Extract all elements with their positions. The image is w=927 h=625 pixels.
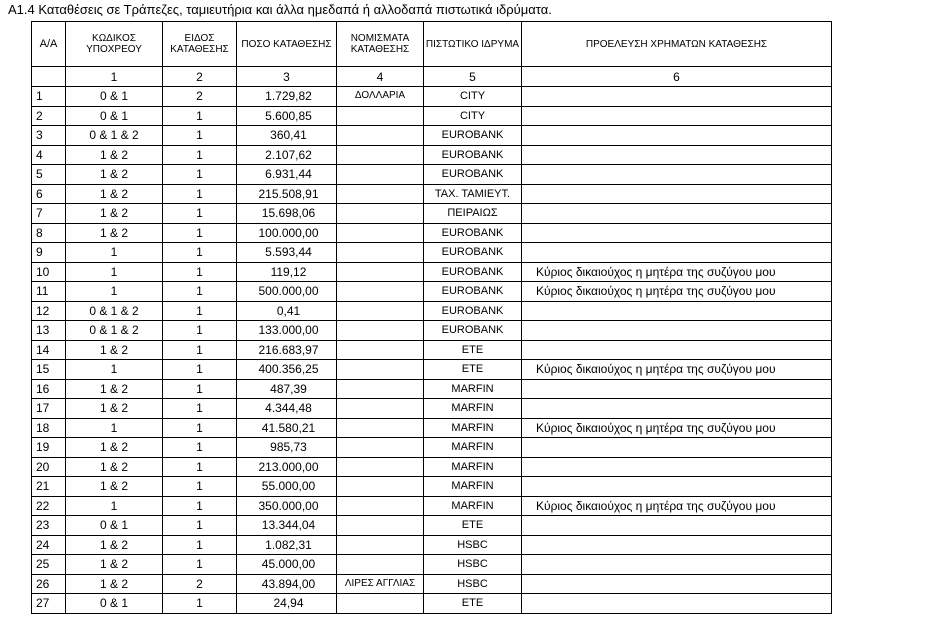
cell-aa: 8 bbox=[32, 223, 66, 243]
deposits-table bbox=[31, 21, 832, 614]
cell-bank: ΕΤΕ bbox=[424, 360, 522, 380]
cell-type: 1 bbox=[163, 555, 237, 575]
cell-code: 1 & 2 bbox=[66, 399, 163, 419]
table-row bbox=[32, 223, 832, 243]
cell-code: 1 & 2 bbox=[66, 223, 163, 243]
cell-currency bbox=[337, 184, 424, 204]
cell-type: 1 bbox=[163, 282, 237, 302]
cell-bank: EUROBANK bbox=[424, 301, 522, 321]
cell-origin: Κύριος δικαιούχος η μητέρα της συζύγου μου bbox=[522, 418, 832, 438]
cell-bank: MARFIN bbox=[424, 379, 522, 399]
cell-code: 1 bbox=[66, 360, 163, 380]
column-number: 4 bbox=[337, 67, 424, 87]
cell-type: 1 bbox=[163, 204, 237, 224]
cell-aa: 14 bbox=[32, 340, 66, 360]
table-row bbox=[32, 165, 832, 185]
header-type-line2: ΚΑΤΑΘΕΣΗΣ bbox=[170, 44, 229, 55]
cell-type: 1 bbox=[163, 418, 237, 438]
cell-code: 1 & 2 bbox=[66, 535, 163, 555]
cell-bank: CITY bbox=[424, 106, 522, 126]
cell-amount: 100.000,00 bbox=[237, 223, 337, 243]
cell-code: 0 & 1 bbox=[66, 594, 163, 614]
column-number-blank bbox=[32, 67, 66, 87]
cell-currency bbox=[337, 165, 424, 185]
cell-code: 1 bbox=[66, 418, 163, 438]
table-row bbox=[32, 106, 832, 126]
cell-amount: 0,41 bbox=[237, 301, 337, 321]
table-row bbox=[32, 321, 832, 341]
cell-code: 0 & 1 & 2 bbox=[66, 126, 163, 146]
cell-origin bbox=[522, 184, 832, 204]
cell-origin bbox=[522, 340, 832, 360]
table-row bbox=[32, 87, 832, 107]
table-row bbox=[32, 262, 832, 282]
cell-origin bbox=[522, 477, 832, 497]
cell-currency bbox=[337, 223, 424, 243]
cell-code: 1 & 2 bbox=[66, 340, 163, 360]
cell-type: 1 bbox=[163, 106, 237, 126]
cell-currency bbox=[337, 496, 424, 516]
cell-bank: ΕΤΕ bbox=[424, 516, 522, 536]
cell-bank: EUROBANK bbox=[424, 321, 522, 341]
cell-code: 1 bbox=[66, 282, 163, 302]
cell-currency bbox=[337, 418, 424, 438]
cell-origin bbox=[522, 243, 832, 263]
cell-bank: ΠΕΙΡΑΙΩΣ bbox=[424, 204, 522, 224]
cell-aa: 7 bbox=[32, 204, 66, 224]
cell-amount: 2.107,62 bbox=[237, 145, 337, 165]
table-row bbox=[32, 243, 832, 263]
cell-type: 1 bbox=[163, 496, 237, 516]
cell-code: 1 & 2 bbox=[66, 165, 163, 185]
cell-amount: 13.344,04 bbox=[237, 516, 337, 536]
cell-bank: MARFIN bbox=[424, 438, 522, 458]
cell-aa: 19 bbox=[32, 438, 66, 458]
cell-aa: 25 bbox=[32, 555, 66, 575]
cell-currency bbox=[337, 126, 424, 146]
cell-currency: ΛΙΡΕΣ ΑΓΓΛΙΑΣ bbox=[337, 574, 424, 594]
table-row bbox=[32, 126, 832, 146]
cell-code: 1 & 2 bbox=[66, 574, 163, 594]
cell-currency bbox=[337, 340, 424, 360]
header-currency bbox=[337, 22, 424, 67]
header-row bbox=[32, 22, 832, 67]
cell-type: 1 bbox=[163, 126, 237, 146]
cell-origin bbox=[522, 165, 832, 185]
cell-origin: Κύριος δικαιούχος η μητέρα της συζύγου μου bbox=[522, 496, 832, 516]
cell-origin bbox=[522, 204, 832, 224]
cell-bank: CITY bbox=[424, 87, 522, 107]
cell-type: 1 bbox=[163, 457, 237, 477]
table-row bbox=[32, 399, 832, 419]
cell-aa: 18 bbox=[32, 418, 66, 438]
cell-type: 1 bbox=[163, 340, 237, 360]
column-number: 1 bbox=[66, 67, 163, 87]
cell-aa: 12 bbox=[32, 301, 66, 321]
cell-code: 1 & 2 bbox=[66, 184, 163, 204]
cell-code: 1 & 2 bbox=[66, 477, 163, 497]
table-row bbox=[32, 282, 832, 302]
cell-currency bbox=[337, 516, 424, 536]
cell-code: 0 & 1 bbox=[66, 516, 163, 536]
cell-origin bbox=[522, 126, 832, 146]
cell-type: 1 bbox=[163, 321, 237, 341]
cell-currency bbox=[337, 145, 424, 165]
cell-aa: 22 bbox=[32, 496, 66, 516]
header-code bbox=[66, 22, 163, 67]
cell-type: 1 bbox=[163, 477, 237, 497]
cell-aa: 24 bbox=[32, 535, 66, 555]
cell-amount: 15.698,06 bbox=[237, 204, 337, 224]
header-currency-line2: ΚΑΤΑΘΕΣΗΣ bbox=[350, 44, 410, 55]
column-number: 5 bbox=[424, 67, 522, 87]
cell-type: 1 bbox=[163, 243, 237, 263]
cell-code: 0 & 1 bbox=[66, 106, 163, 126]
cell-amount: 350.000,00 bbox=[237, 496, 337, 516]
column-number: 6 bbox=[522, 67, 832, 87]
cell-origin bbox=[522, 516, 832, 536]
column-number-row bbox=[32, 67, 832, 87]
cell-currency bbox=[337, 301, 424, 321]
cell-code: 1 & 2 bbox=[66, 379, 163, 399]
table-row bbox=[32, 204, 832, 224]
cell-bank: MARFIN bbox=[424, 399, 522, 419]
cell-amount: 55.000,00 bbox=[237, 477, 337, 497]
cell-type: 2 bbox=[163, 574, 237, 594]
cell-amount: 985,73 bbox=[237, 438, 337, 458]
table-row bbox=[32, 418, 832, 438]
cell-origin bbox=[522, 301, 832, 321]
cell-currency bbox=[337, 477, 424, 497]
cell-bank: HSBC bbox=[424, 535, 522, 555]
cell-bank: HSBC bbox=[424, 555, 522, 575]
cell-origin bbox=[522, 438, 832, 458]
cell-origin bbox=[522, 555, 832, 575]
cell-type: 1 bbox=[163, 535, 237, 555]
cell-bank: EUROBANK bbox=[424, 223, 522, 243]
cell-type: 1 bbox=[163, 360, 237, 380]
table-row bbox=[32, 340, 832, 360]
cell-type: 1 bbox=[163, 594, 237, 614]
cell-amount: 5.600,85 bbox=[237, 106, 337, 126]
cell-aa: 2 bbox=[32, 106, 66, 126]
cell-origin: Κύριος δικαιούχος η μητέρα της συζύγου μου bbox=[522, 262, 832, 282]
table-row bbox=[32, 438, 832, 458]
cell-type: 1 bbox=[163, 516, 237, 536]
cell-origin bbox=[522, 145, 832, 165]
cell-code: 1 & 2 bbox=[66, 145, 163, 165]
cell-origin bbox=[522, 321, 832, 341]
cell-bank: EUROBANK bbox=[424, 243, 522, 263]
cell-bank: MARFIN bbox=[424, 457, 522, 477]
cell-code: 0 & 1 bbox=[66, 87, 163, 107]
cell-aa: 26 bbox=[32, 574, 66, 594]
table-row bbox=[32, 379, 832, 399]
cell-code: 1 & 2 bbox=[66, 438, 163, 458]
cell-amount: 119,12 bbox=[237, 262, 337, 282]
cell-amount: 43.894,00 bbox=[237, 574, 337, 594]
cell-type: 2 bbox=[163, 87, 237, 107]
table-row bbox=[32, 555, 832, 575]
table-row bbox=[32, 145, 832, 165]
cell-code: 1 & 2 bbox=[66, 457, 163, 477]
cell-aa: 11 bbox=[32, 282, 66, 302]
cell-origin bbox=[522, 87, 832, 107]
document-title: Α1.4 Καταθέσεις σε Τράπεζες, ταμιευτήρια και άλλα ημεδαπά ή αλλοδαπά πιστωτικά ιδρύματα. bbox=[8, 2, 552, 17]
header-code-line2: ΥΠΟΧΡΕΟΥ bbox=[86, 44, 142, 55]
table-row bbox=[32, 301, 832, 321]
cell-amount: 500.000,00 bbox=[237, 282, 337, 302]
header-currency-line1: ΝΟΜΙΣΜΑΤΑ bbox=[350, 33, 410, 44]
cell-type: 1 bbox=[163, 184, 237, 204]
cell-bank: EUROBANK bbox=[424, 145, 522, 165]
cell-code: 0 & 1 & 2 bbox=[66, 301, 163, 321]
cell-amount: 4.344,48 bbox=[237, 399, 337, 419]
cell-type: 1 bbox=[163, 399, 237, 419]
cell-type: 1 bbox=[163, 165, 237, 185]
cell-currency bbox=[337, 262, 424, 282]
table-row bbox=[32, 184, 832, 204]
cell-aa: 23 bbox=[32, 516, 66, 536]
cell-amount: 133.000,00 bbox=[237, 321, 337, 341]
cell-currency bbox=[337, 379, 424, 399]
cell-currency bbox=[337, 535, 424, 555]
cell-currency bbox=[337, 399, 424, 419]
cell-origin bbox=[522, 594, 832, 614]
cell-origin bbox=[522, 535, 832, 555]
table-row bbox=[32, 594, 832, 614]
table-row bbox=[32, 516, 832, 536]
cell-type: 1 bbox=[163, 438, 237, 458]
cell-aa: 9 bbox=[32, 243, 66, 263]
cell-code: 1 & 2 bbox=[66, 555, 163, 575]
cell-code: 1 bbox=[66, 262, 163, 282]
cell-bank: MARFIN bbox=[424, 418, 522, 438]
table-row bbox=[32, 496, 832, 516]
cell-origin bbox=[522, 457, 832, 477]
cell-amount: 1.729,82 bbox=[237, 87, 337, 107]
cell-currency bbox=[337, 594, 424, 614]
cell-bank: MARFIN bbox=[424, 496, 522, 516]
cell-aa: 20 bbox=[32, 457, 66, 477]
cell-origin: Κύριος δικαιούχος η μητέρα της συζύγου μου bbox=[522, 282, 832, 302]
cell-code: 1 bbox=[66, 243, 163, 263]
cell-bank: EUROBANK bbox=[424, 262, 522, 282]
cell-amount: 1.082,31 bbox=[237, 535, 337, 555]
cell-amount: 41.580,21 bbox=[237, 418, 337, 438]
cell-origin bbox=[522, 379, 832, 399]
cell-aa: 5 bbox=[32, 165, 66, 185]
cell-aa: 15 bbox=[32, 360, 66, 380]
cell-currency bbox=[337, 204, 424, 224]
cell-currency bbox=[337, 243, 424, 263]
cell-origin bbox=[522, 574, 832, 594]
cell-amount: 487,39 bbox=[237, 379, 337, 399]
cell-aa: 10 bbox=[32, 262, 66, 282]
cell-aa: 17 bbox=[32, 399, 66, 419]
cell-aa: 13 bbox=[32, 321, 66, 341]
cell-aa: 3 bbox=[32, 126, 66, 146]
header-bank: ΠΙΣΤΩΤΙΚΟ ΙΔΡΥΜΑ bbox=[424, 22, 522, 67]
cell-type: 1 bbox=[163, 301, 237, 321]
cell-code: 1 & 2 bbox=[66, 204, 163, 224]
cell-amount: 6.931,44 bbox=[237, 165, 337, 185]
cell-currency bbox=[337, 438, 424, 458]
cell-type: 1 bbox=[163, 262, 237, 282]
header-type bbox=[163, 22, 237, 67]
cell-currency bbox=[337, 555, 424, 575]
cell-amount: 45.000,00 bbox=[237, 555, 337, 575]
cell-origin bbox=[522, 223, 832, 243]
cell-type: 1 bbox=[163, 223, 237, 243]
header-code-line1: ΚΩΔΙΚΟΣ bbox=[92, 33, 136, 44]
cell-type: 1 bbox=[163, 145, 237, 165]
cell-origin bbox=[522, 106, 832, 126]
cell-aa: 21 bbox=[32, 477, 66, 497]
cell-type: 1 bbox=[163, 379, 237, 399]
table-row bbox=[32, 535, 832, 555]
cell-currency bbox=[337, 106, 424, 126]
cell-amount: 360,41 bbox=[237, 126, 337, 146]
cell-bank: EUROBANK bbox=[424, 126, 522, 146]
cell-origin: Κύριος δικαιούχος η μητέρα της συζύγου μου bbox=[522, 360, 832, 380]
cell-code: 1 bbox=[66, 496, 163, 516]
table-row bbox=[32, 457, 832, 477]
cell-aa: 27 bbox=[32, 594, 66, 614]
cell-aa: 4 bbox=[32, 145, 66, 165]
header-origin: ΠΡΟΕΛΕΥΣΗ ΧΡΗΜΑΤΩΝ ΚΑΤΑΘΕΣΗΣ bbox=[522, 22, 832, 67]
cell-bank: ΕΤΕ bbox=[424, 594, 522, 614]
column-number: 2 bbox=[163, 67, 237, 87]
cell-code: 0 & 1 & 2 bbox=[66, 321, 163, 341]
cell-amount: 5.593,44 bbox=[237, 243, 337, 263]
header-amount: ΠΟΣΟ ΚΑΤΑΘΕΣΗΣ bbox=[237, 22, 337, 67]
cell-currency bbox=[337, 282, 424, 302]
cell-bank: EUROBANK bbox=[424, 165, 522, 185]
table-row bbox=[32, 477, 832, 497]
cell-currency: ΔΟΛΛΑΡΙΑ bbox=[337, 87, 424, 107]
cell-bank: ΤΑΧ. ΤΑΜΙΕΥΤ. bbox=[424, 184, 522, 204]
cell-bank: ΕΤΕ bbox=[424, 340, 522, 360]
cell-currency bbox=[337, 321, 424, 341]
cell-bank: MARFIN bbox=[424, 477, 522, 497]
cell-amount: 24,94 bbox=[237, 594, 337, 614]
cell-currency bbox=[337, 457, 424, 477]
cell-aa: 6 bbox=[32, 184, 66, 204]
cell-bank: EUROBANK bbox=[424, 282, 522, 302]
cell-amount: 215.508,91 bbox=[237, 184, 337, 204]
cell-aa: 1 bbox=[32, 87, 66, 107]
cell-amount: 400.356,25 bbox=[237, 360, 337, 380]
table-row bbox=[32, 360, 832, 380]
table-row bbox=[32, 574, 832, 594]
cell-origin bbox=[522, 399, 832, 419]
header-aa: Α/Α bbox=[32, 22, 66, 67]
header-type-line1: ΕΙΔΟΣ bbox=[184, 33, 215, 44]
cell-amount: 216.683,97 bbox=[237, 340, 337, 360]
cell-amount: 213.000,00 bbox=[237, 457, 337, 477]
cell-aa: 16 bbox=[32, 379, 66, 399]
deposits-table-body bbox=[32, 87, 832, 614]
cell-currency bbox=[337, 360, 424, 380]
column-number: 3 bbox=[237, 67, 337, 87]
cell-bank: HSBC bbox=[424, 574, 522, 594]
